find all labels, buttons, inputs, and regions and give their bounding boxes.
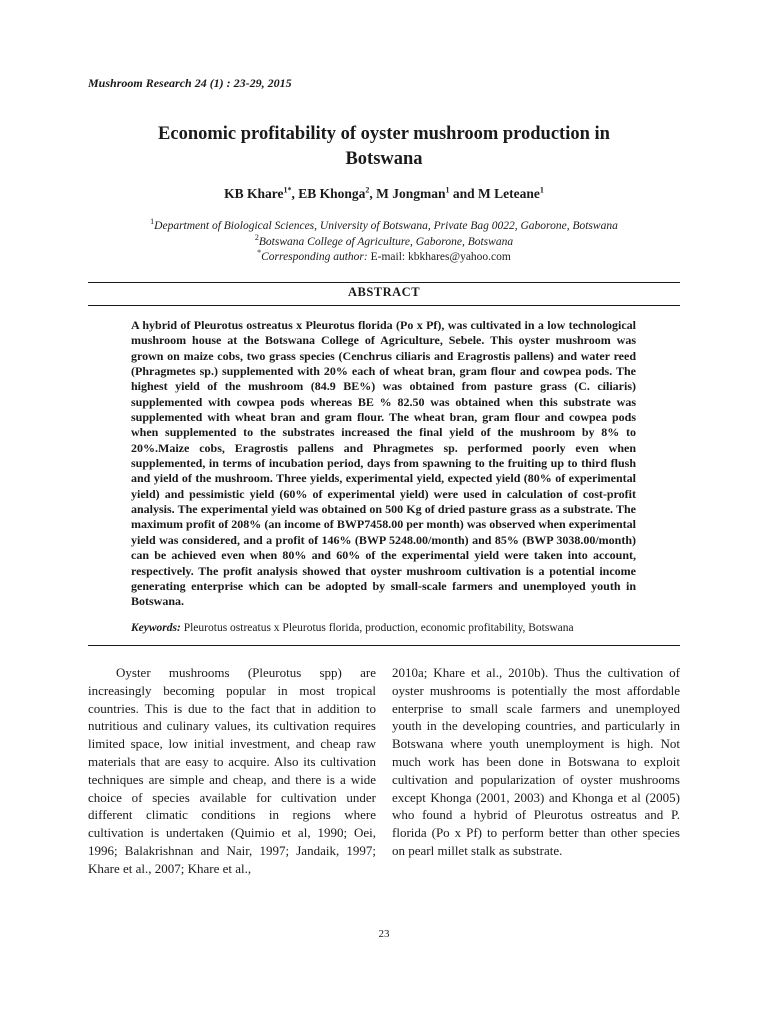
title-line-1: Economic profitability of oyster mushroom production in xyxy=(158,124,610,144)
body-column-left xyxy=(88,664,376,878)
abstract-top-rule xyxy=(88,282,680,283)
journal-reference: Mushroom Research 24 (1) : 23-29, 2015 xyxy=(88,76,292,90)
author-affiliation-mark: 1 xyxy=(445,185,450,195)
body-column-right xyxy=(392,664,680,860)
author-separator: , xyxy=(291,186,299,201)
keywords xyxy=(131,622,671,634)
page-number: 23 xyxy=(378,928,390,940)
author-name: KB Khare xyxy=(224,186,284,201)
keywords-text: Pleurotus ostreatus x Pleurotus florida, production, economic profitability, Botswana xyxy=(180,622,574,634)
abstract-body: A hybrid of Pleurotus ostreatus x Pleurotus florida (Po x Pf), was cultivated in a low technological mushroom house at the Botswana College of Agriculture, Sebele. This oyster mushroom was grown on maize cobs, two grass species (Cenchrus ciliaris and Eragrostis pallens) and water reed (Phragmetes sp.) supplemented with 20% each of wheat bran, gram flour and cowpea pods. The highest yield of the mushroom (84.9 BE%) was obtained from pasture grass (C. ciliaris) supplemented with cowpea pods whereas BE % 82.50 was obtained when this substrate was supplemented with wheat bran and gram flour. The wheat bran, gram flour and cowpea pods when supplemented to the substrates increased the final yield of the mushroom by 8% to 20%.Maize cobs, Eragrostis pallens and Phragmetes sp. performed poorly even when supplemented, in terms of incubation period, days from spawning to the fruiting up to third flush and yield of the mushroom. Three yields, experimental yield, expected yield (80% of experimental yield) and pessimistic yield (60% of experimental yield) were used in calculation of cost-profit analysis. The experimental yield was obtained on 500 Kg of dried pasture grass as a substrate. The maximum profit of 208% (an income of BWP7458.00 per month) was observed when experimental yield was considered, and a profit of 146% (BWP 5248.00/month) and 85% (BWP 3038.00/month) can be achieved even when 80% and 60% of the experimental yield were taken into account, respectively. The profit analysis showed that oyster mushroom cultivation is a potential income generating enterprise which can be adopted by small-scale farmers and unemployed youth in Botswana. xyxy=(131,318,636,609)
keywords-label: Keywords: xyxy=(131,622,181,634)
author-affiliation-mark: 2 xyxy=(365,185,370,195)
author-name: M Jongman xyxy=(376,186,446,201)
author-email: E-mail: kbkhares@yahoo.com xyxy=(367,251,511,263)
abstract-heading: ABSTRACT xyxy=(347,285,421,299)
author-list xyxy=(88,186,680,202)
paper-title xyxy=(100,122,668,172)
author-affiliation-mark: 1* xyxy=(283,185,292,195)
author-separator: , xyxy=(369,186,377,201)
affiliation-1: $^1$Department of Biological Sciences, University of Botswana, Private Bag 0022, Gaborone, Botswana xyxy=(150,217,618,232)
corresponding-author: *Corresponding author: E-mail: kbkhares@yahoo.com xyxy=(257,248,511,263)
abstract-bottom-rule xyxy=(88,305,680,306)
author-separator: and xyxy=(449,186,479,201)
author-affiliation-mark: 1 xyxy=(539,185,544,195)
keywords-rule xyxy=(88,645,680,646)
affiliation-2: $^2$Botswana College of Agriculture, Gaborone, Botswana xyxy=(254,232,514,248)
intro-paragraph-left: Oyster mushrooms (Pleurotus spp) are increasingly becoming popular in most tropical countries. This is due to the fact that in addition to nutritious and culinary values, its cultivation requires limited space, low initial investment, and cheap raw materials that are easy to acquire. Also its cultivation techniques are simple and cheap, and there is a wide choice of species available for cultivation under different climatic conditions in regions where cultivation is undertaken (Quimio et al, 1990; Oei, 1996; Balakrishnan and Nair, 1997; Jandaik, 1997; Khare et al., 2007; Khare et al., xyxy=(88,665,376,876)
intro-paragraph-right: 2010a; Khare et al., 2010b). Thus the cultivation of oyster mushrooms is potentially the most affordable enterprise to small scale farmers and unemployed youth in the developing countries, and particularly in Botswana where youth unemployment is high. Not much work has been done in Botswana to exploit cultivation and popularization of oyster mushrooms except Khonga (2001, 2003) and Khonga et al (2005) who found a hybrid of Pleurotus ostreatus and P. florida (Po x Pf) to perform better than other species on pearl millet stalk as substrate. xyxy=(392,665,680,858)
title-line-2: Botswana xyxy=(345,149,423,169)
author-name: M Leteane xyxy=(478,186,540,201)
author-name: EB Khonga xyxy=(298,186,366,201)
affiliations xyxy=(88,219,680,266)
